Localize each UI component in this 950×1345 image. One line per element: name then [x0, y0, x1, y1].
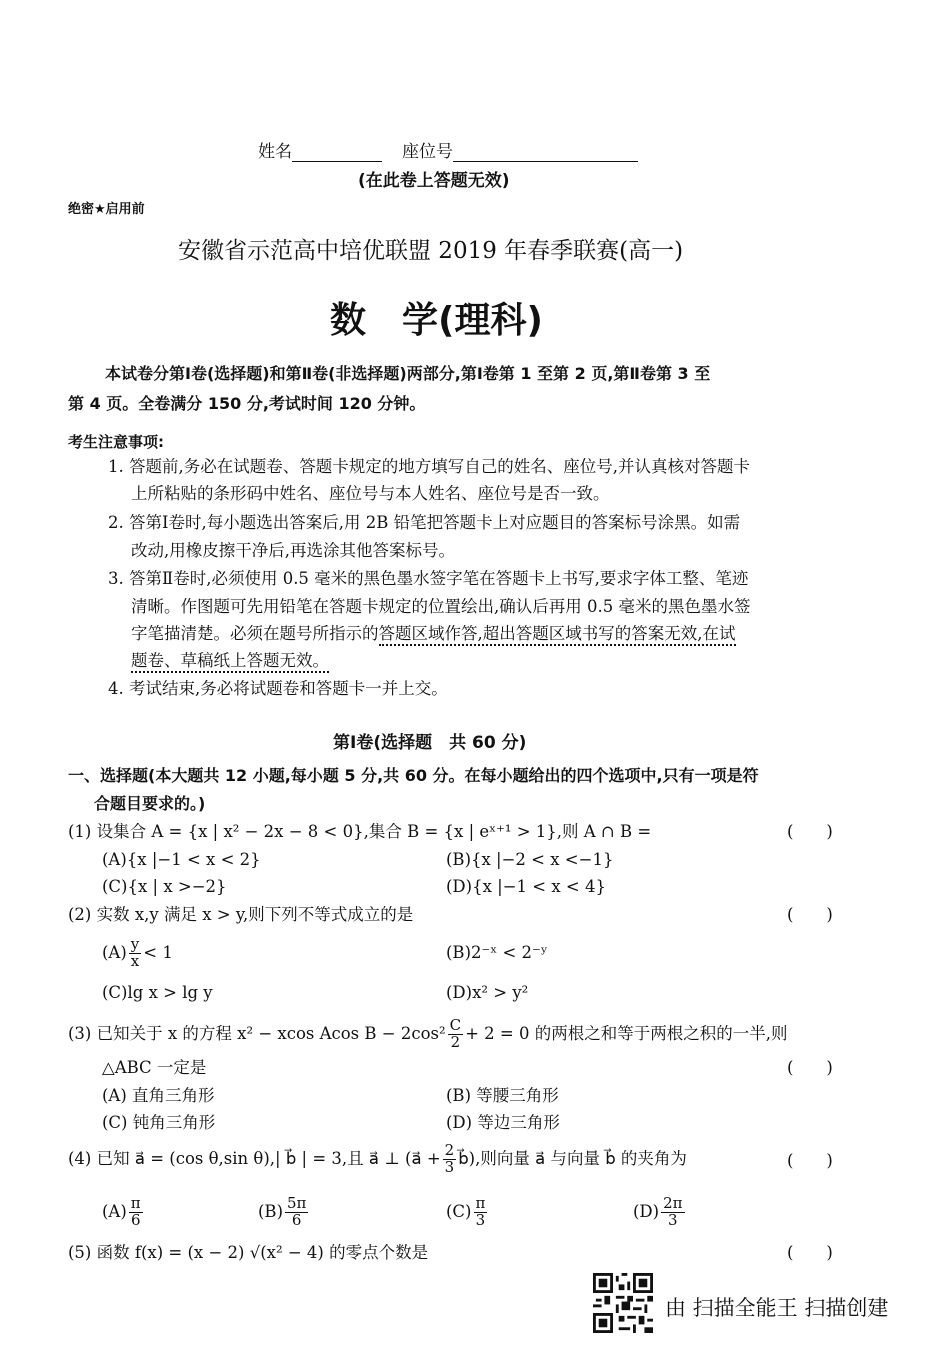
intro-line-1: 本试卷分第Ⅰ卷(选择题)和第Ⅱ卷(非选择题)两部分,第Ⅰ卷第 1 至第 2 页,第Ⅱ卷第 3 至 [105, 364, 711, 383]
q1-option-c: (C){x | x >−2} [102, 877, 227, 896]
q1-stem: (1) 设集合 A = {x | x² − 2x − 8 < 0},集合 B = {x | eˣ⁺¹ > 1},则 A ∩ B = [68, 822, 652, 841]
q4-stem: (4) 已知 a⃗ = (cos θ,sin θ),| b⃗ | = 3,且 a⃗ ⊥ (a⃗ + $\frac{2}{3}$ b⃗),则向量 a⃗ 与向量 b⃗ 的夹角为 [68, 1141, 687, 1176]
notice-line-6: 清晰。作图题可先用铅笔在答题卡规定的位置绘出,确认后再用 0.5 毫米的黑色墨水签 [131, 597, 751, 616]
notice-line-7-emphasis: 答题区域作答,超出答题区域书写的答案无效,在试 [379, 624, 736, 646]
name-blank [292, 145, 382, 162]
q1-option-a: (A){x |−1 < x < 2} [102, 850, 261, 869]
notice-line-7 [131, 626, 736, 643]
notice-line-3: 2. 答第Ⅰ卷时,每小题选出答案后,用 2B 铅笔把答题卡上对应题目的答案标号涂黑。如需 [108, 513, 741, 532]
q1-option-b: (B){x |−2 < x <−1} [446, 850, 614, 869]
q2-option-d: (D)x² > y² [446, 983, 529, 1002]
q2-stem: (2) 实数 x,y 满足 x > y,则下列不等式成立的是 [68, 905, 414, 924]
seat-blank [453, 145, 638, 162]
notice-line-5: 3. 答第Ⅱ卷时,必须使用 0.5 毫米的黑色墨水签字笔在答题卡上书写,要求字体工整、笔迹 [108, 569, 749, 588]
section-line-1: 一、选择题(本大题共 12 小题,每小题 5 分,共 60 分。在每小题给出的四个选项中,只有一项是符 [68, 766, 759, 785]
name-label: 姓名 [258, 142, 292, 162]
q3-option-c: (C) 钝角三角形 [102, 1113, 216, 1132]
scanner-watermark: 由 扫描全能王 扫描创建 [665, 1296, 889, 1320]
notice-line-4: 改动,用橡皮擦干净后,再选涂其他答案标号。 [131, 541, 455, 560]
q3-option-a: (A) 直角三角形 [102, 1086, 215, 1105]
part1-title: 第Ⅰ卷(选择题 共 60 分) [333, 733, 527, 753]
q1-answer-paren: ( ) [787, 822, 833, 841]
notice-line-9: 4. 考试结束,务必将试题卷和答题卡一并上交。 [108, 679, 448, 698]
contest-title: 安徽省示范高中培优联盟 2019 年春季联赛(高一) [178, 238, 684, 264]
q4-option-d: (D) $\frac{2\pi}{3}$ [633, 1194, 683, 1229]
notice-line-8-emphasis: 题卷、草稿纸上答题无效。 [131, 651, 329, 673]
q4-answer-paren: ( ) [787, 1151, 833, 1170]
q3-option-b: (B) 等腰三角形 [446, 1086, 559, 1105]
q3-stem-line-2: △ABC 一定是 [102, 1058, 207, 1077]
candidate-info-row [258, 137, 638, 162]
secret-label: 绝密★启用前 [68, 202, 145, 217]
section-line-2: 合题目要求的。) [94, 794, 206, 813]
q3-stem: (3) 已知关于 x 的方程 x² − xcos Acos B − 2cos² $\frac{C}{2}$ + 2 = 0 的两根之和等于两根之积的一半,则 [68, 1016, 788, 1051]
q2-option-a: (A) $\frac{y}{x}$ < 1 [102, 935, 173, 970]
q4-option-a: (A) $\frac{\pi}{6}$ [102, 1194, 141, 1229]
q3-option-d: (D) 等边三角形 [446, 1113, 560, 1132]
q2-option-c: (C)lg x > lg y [102, 983, 213, 1002]
invalid-note: (在此卷上答题无效) [358, 171, 510, 191]
q4-option-b: (B) $\frac{5\pi}{6}$ [258, 1194, 307, 1229]
notice-title: 考生注意事项: [68, 433, 164, 451]
q3-answer-paren: ( ) [787, 1058, 833, 1077]
notice-line-8 [131, 653, 329, 670]
seat-label: 座位号 [402, 142, 453, 162]
subject-title: 数 学(理科) [330, 300, 543, 341]
q5-stem: (5) 函数 f(x) = (x − 2) √(x² − 4) 的零点个数是 [68, 1243, 429, 1262]
notice-line-2: 上所粘贴的条形码中姓名、座位号与本人姓名、座位号是否一致。 [131, 484, 610, 503]
q4-option-c: (C) $\frac{\pi}{3}$ [446, 1194, 486, 1229]
q2-answer-paren: ( ) [787, 905, 833, 924]
notice-line-1: 1. 答题前,务必在试题卷、答题卡规定的地方填写自己的姓名、座位号,并认真核对答题卡 [108, 457, 750, 476]
q1-option-d: (D){x |−1 < x < 4} [446, 877, 606, 896]
q2-option-b: (B)2⁻ˣ < 2⁻ʸ [446, 943, 548, 962]
q5-answer-paren: ( ) [787, 1243, 833, 1262]
qr-code-icon [593, 1273, 653, 1333]
notice-line-7-plain: 字笔描清楚。必须在题号所指示的 [131, 624, 379, 643]
intro-line-2: 第 4 页。全卷满分 150 分,考试时间 120 分钟。 [68, 394, 426, 413]
